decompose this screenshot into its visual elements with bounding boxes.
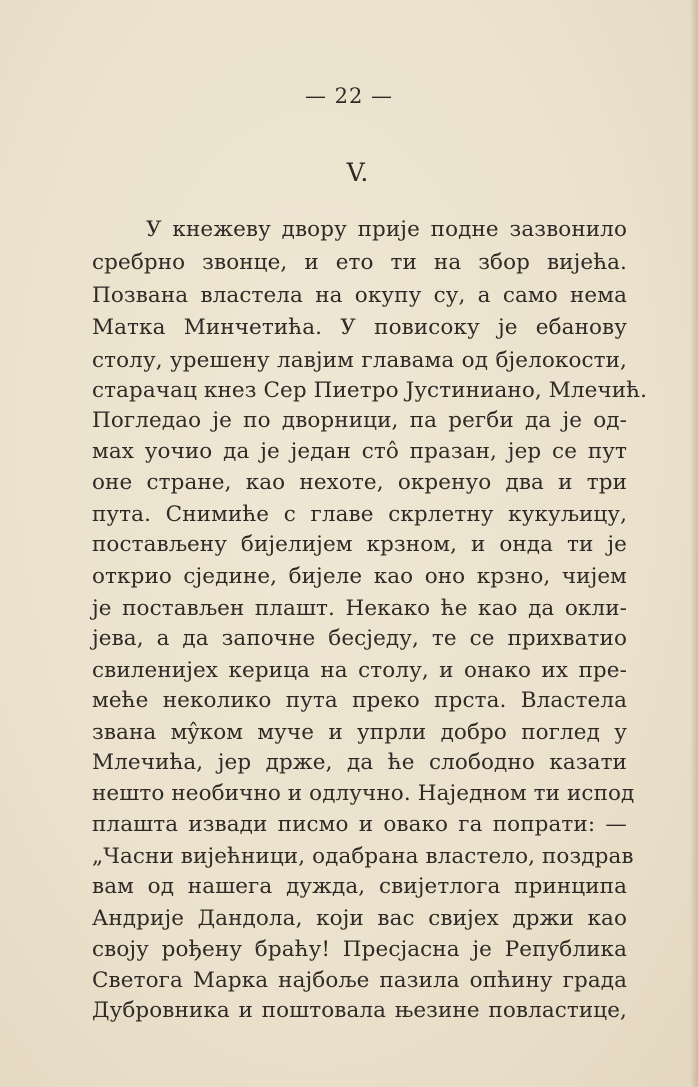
text-line: звана мŷком муче и упрли добро поглед у xyxy=(92,720,627,745)
text-line: Млечића, јер држе, да ће слободно казати xyxy=(92,750,627,775)
text-line: свиленијех керица на столу, и онако их пре- xyxy=(92,658,627,683)
text-line: пута. Снимиће с главе скрлетну кукуљицу, xyxy=(92,502,627,527)
text-line: Светога Марка најбоље пазила опћину града xyxy=(92,968,627,993)
text-line: Дубровника и поштовала њезине повластице, xyxy=(92,998,627,1023)
text-line: вам од нашега дужда, свијетлога принципа xyxy=(92,874,627,899)
text-line: плашта извади писмо и овако га попрати: — xyxy=(92,812,627,837)
text-line: „Часни вијећници, одабрана властело, поздрав xyxy=(92,844,634,869)
text-line: своју рођену браћу! Пресјасна је Република xyxy=(92,937,627,962)
text-line: је постављен плашт. Некако ће као да окли- xyxy=(92,596,627,621)
text-line: нешто необично и одлучно. Наједном ти испод xyxy=(92,781,635,806)
text-line: меће неколико пута преко прста. Властела xyxy=(92,688,627,713)
text-line: Матка Минчетића. У повисоку је ебанову xyxy=(92,315,627,340)
text-line: постављену бијелијем крзном, и онда ти је xyxy=(92,532,627,557)
chapter-heading: V. xyxy=(346,158,369,187)
text-line: старачац кнез Сер Пиетро Јустиниано, Млечић. xyxy=(92,378,648,403)
text-line: Андрије Дандола, који вас свијех држи као xyxy=(92,906,627,931)
text-line: Позвана властела на окупу су, а само нема xyxy=(92,283,627,308)
text-line: оне стране, као нехоте, окренуо два и три xyxy=(92,470,627,495)
page-number: — 22 — xyxy=(304,84,394,108)
text-line: сребрно звонце, и ето ти на збор вијећа. xyxy=(92,250,627,275)
text-line: мах уочио да је један стô празан, јер се пут xyxy=(92,439,627,464)
text-line: Погледао је по дворници, па регби да је од- xyxy=(92,408,627,433)
text-line: У кнежеву двору прије подне зазвонило xyxy=(146,217,627,242)
text-line: открио сједине, бијеле као оно крзно, чијем xyxy=(92,564,627,589)
text-line: јева, а да започне бесједу, те се прихватио xyxy=(92,626,627,651)
text-line: столу, урешену лавјим главама од бјелокости, xyxy=(92,348,627,373)
